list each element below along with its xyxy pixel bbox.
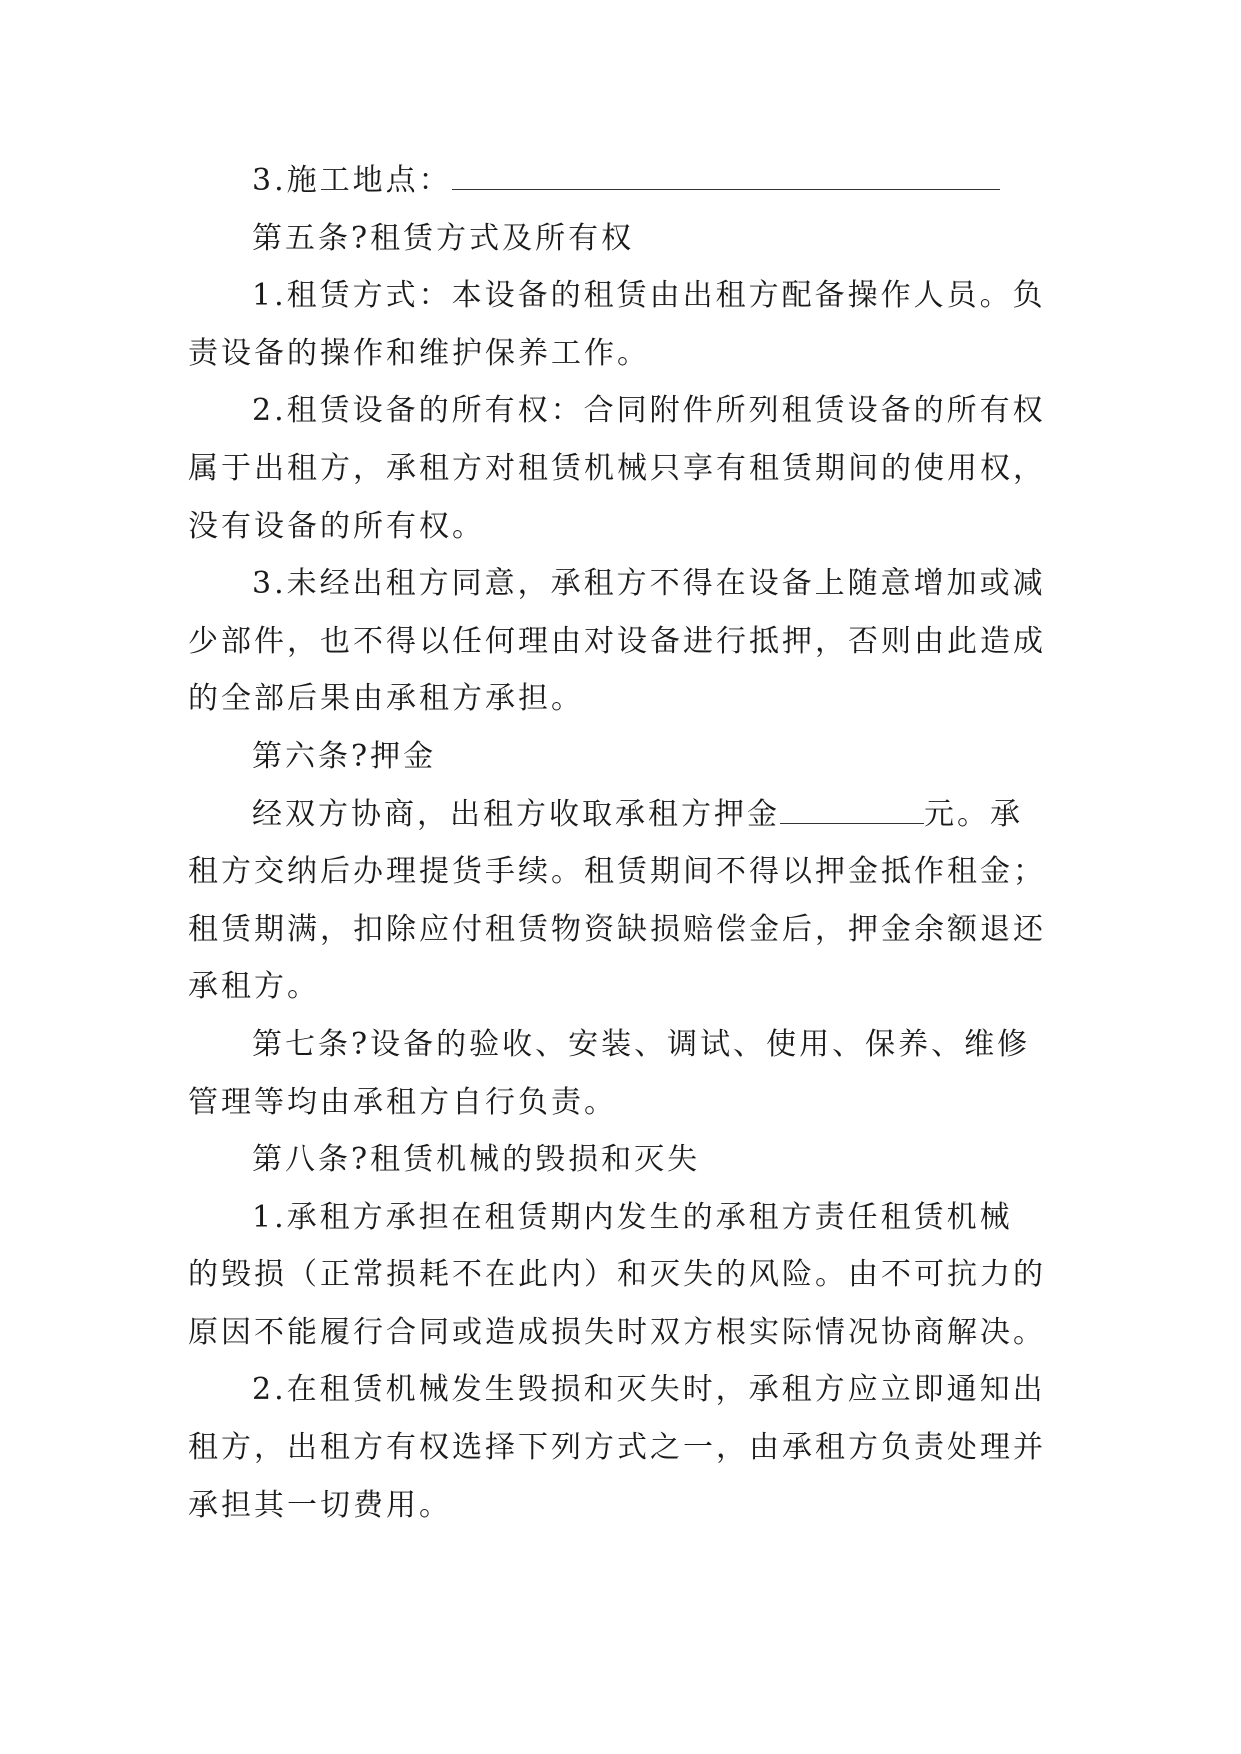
line-text: 经双方协商，出租方收取承租方押金: [252, 796, 780, 832]
paragraph-line: 承担其一切费用。: [188, 1487, 452, 1523]
clause-5-3-construction-site: [188, 152, 1050, 210]
paragraph-line: 2.在租赁机械发生毁损和灭失时，承租方应立即通知出: [252, 1372, 1046, 1408]
line-text-after-blank: 元。承: [924, 796, 1023, 832]
paragraph-line: 管理等均由承租方自行负责。: [188, 1084, 617, 1120]
paragraph-line: 2.租赁设备的所有权：合同附件所列租赁设备的所有权: [252, 393, 1046, 429]
article-5-heading: 第五条?租赁方式及所有权: [252, 220, 635, 256]
paragraph-line: 属于出租方，承租方对租赁机械只享有租赁期间的使用权，: [188, 450, 1046, 486]
paragraph-line: 的全部后果由承租方承担。: [188, 681, 584, 717]
document-body: [188, 152, 1050, 1534]
paragraph-line: 没有设备的所有权。: [188, 508, 485, 544]
article-6-heading: 第六条?押金: [252, 738, 437, 774]
blank-fill-line: [452, 165, 1000, 190]
line-text: 3.施工地点：: [252, 163, 452, 198]
paragraph-line: 3.未经出租方同意，承租方不得在设备上随意增加或减: [252, 566, 1046, 602]
paragraph-line: 租方交纳后办理提货手续。租赁期间不得以押金抵作租金；: [188, 854, 1046, 890]
paragraph-line: 承租方。: [188, 969, 320, 1005]
paragraph-line: 原因不能履行合同或造成损失时双方根实际情况协商解决。: [188, 1314, 1046, 1350]
deposit-amount-line: [188, 786, 1050, 844]
paragraph-line: 1.租赁方式：本设备的租赁由出租方配备操作人员。负: [252, 278, 1046, 314]
paragraph-line: 责设备的操作和维护保养工作。: [188, 335, 650, 371]
paragraph-line: 1.承租方承担在租赁期内发生的承租方责任租赁机械: [252, 1199, 1013, 1235]
article-8-heading: 第八条?租赁机械的毁损和灭失: [252, 1142, 701, 1178]
article-7-heading: 第七条?设备的验收、安装、调试、使用、保养、维修: [252, 1026, 1031, 1062]
paragraph-line: 租赁期满，扣除应付租赁物资缺损赔偿金后，押金余额退还: [188, 911, 1046, 947]
blank-fill-line: [780, 799, 924, 824]
paragraph-line: 的毁损（正常损耗不在此内）和灭失的风险。由不可抗力的: [188, 1257, 1046, 1293]
paragraph-line: 租方，出租方有权选择下列方式之一，由承租方负责处理并: [188, 1430, 1046, 1466]
paragraph-line: 少部件，也不得以任何理由对设备进行抵押，否则由此造成: [188, 623, 1046, 659]
